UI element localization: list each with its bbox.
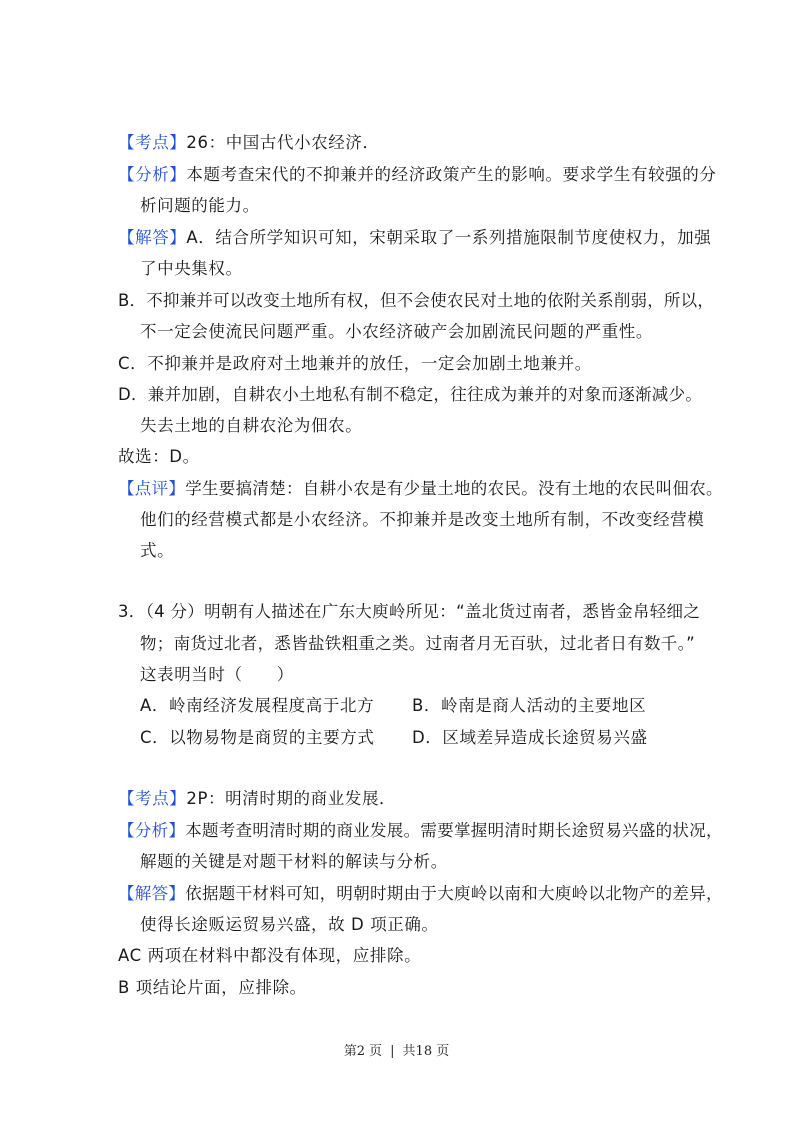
page-number: 第2 页 <box>343 1044 383 1059</box>
q2-dianping-line <box>118 478 723 500</box>
q3-fenxi-line-2: 解题的关键是对题干材料的解读与分析。 <box>140 852 448 871</box>
q3-jieda-line-2: 使得长途贩运贸易兴盛，故 D 项正确。 <box>140 915 439 934</box>
fenxi-tag: 【分析】 <box>118 821 186 840</box>
kaodian-tag: 【考点】 <box>118 133 187 152</box>
fenxi-text: 本题考查明清时期的商业发展。需要掌握明清时期长途贸易兴盛的状况， <box>185 821 723 840</box>
q2-option-d-explanation-2: 失去土地的自耕农沦为佃农。 <box>140 416 363 435</box>
q2-option-c-explanation: C．不抑兼并是政府对土地兼并的放任，一定会加剧土地兼并。 <box>118 354 592 373</box>
q2-option-b-explanation-2: 不一定会使流民问题严重。小农经济破产会加剧流民问题的严重性。 <box>140 322 653 341</box>
q2-dianping-line-2: 他们的经营模式都是小农经济。不抑兼并是改变土地所有制，不改变经营模 <box>140 510 705 529</box>
kaodian-text: 26：中国古代小农经济． <box>186 133 380 152</box>
page-total: 共18 页 <box>402 1044 450 1059</box>
q2-choice: 故选：D。 <box>118 447 200 466</box>
q2-fenxi-line <box>118 164 717 186</box>
dianping-tag: 【点评】 <box>118 479 186 498</box>
jieda-tag: 【解答】 <box>118 228 187 247</box>
jieda-tag: 【解答】 <box>118 884 186 903</box>
q3-option-c: C．以物易物是商贸的主要方式 <box>140 728 375 747</box>
q3-stem-line-1: 3．（4 分）明朝有人描述在广东大庾岭所见：“盖北货过南者，悉皆金帛轻细之 <box>118 602 701 621</box>
q3-option-a: A．岭南经济发展程度高于北方 <box>140 696 375 715</box>
jieda-text: 依据题干材料可知，明朝时期由于大庾岭以南和大庾岭以北物产的差异， <box>185 884 723 903</box>
q3-kaodian-line <box>118 788 396 810</box>
q3-option-b: B．岭南是商人活动的主要地区 <box>412 696 647 715</box>
q3-stem-line-3: 这表明当时（ ） <box>140 665 294 684</box>
fenxi-text: 本题考查宋代的不抑兼并的经济政策产生的影响。要求学生有较强的分 <box>186 165 717 184</box>
dianping-text: 学生要搞清楚：自耕小农是有少量土地的农民。没有土地的农民叫佃农。 <box>185 479 723 498</box>
q3-stem-line-2: 物；南货过北者，悉皆盐铁粗重之类。过南者月无百驮，过北者日有数千。” <box>140 634 695 653</box>
kaodian-text: 2P：明清时期的商业发展． <box>186 789 397 808</box>
kaodian-tag: 【考点】 <box>118 789 187 808</box>
q2-fenxi-line-2: 析问题的能力。 <box>140 196 260 215</box>
q3-ac-explanation: AC 两项在材料中都没有体现，应排除。 <box>118 946 422 965</box>
q2-kaodian-line <box>118 132 380 154</box>
q2-option-b-explanation: B．不抑兼并可以改变土地所有权，但不会使农民对土地的依附关系削弱，所以， <box>118 291 715 310</box>
q3-jieda-line <box>118 883 723 905</box>
page-footer <box>0 1040 793 1059</box>
q2-option-d-explanation: D．兼并加剧，自耕农小土地私有制不稳定，往往成为兼并的对象而逐渐减少。 <box>118 385 703 404</box>
footer-separator: | <box>390 1044 395 1059</box>
q2-jieda-line <box>118 227 711 249</box>
fenxi-tag: 【分析】 <box>118 165 187 184</box>
q2-dianping-line-3: 式。 <box>140 541 175 560</box>
q3-fenxi-line <box>118 820 723 842</box>
q3-b-explanation: B 项结论片面，应排除。 <box>118 978 307 997</box>
q2-jieda-line-2: 了中央集权。 <box>140 259 243 278</box>
jieda-text: A．结合所学知识可知，宋朝采取了一系列措施限制节度使权力，加强 <box>186 228 712 247</box>
q3-option-d: D．区域差异造成长途贸易兴盛 <box>412 728 648 747</box>
